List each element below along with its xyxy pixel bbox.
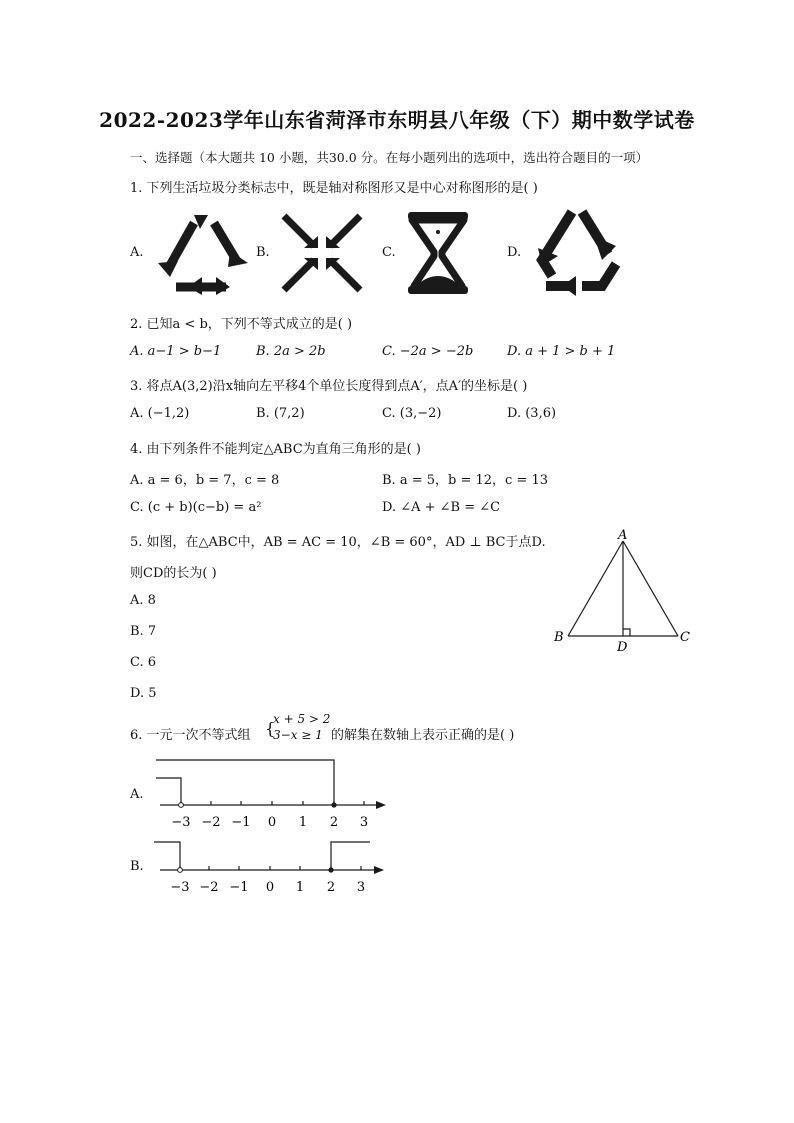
tick-label: 2 bbox=[329, 815, 339, 830]
q6-stem-pre: 6. 一元一次不等式组 bbox=[130, 728, 251, 743]
q4-stem: 4. 由下列条件不能判定△ABC为直角三角形的是( ) bbox=[130, 442, 421, 457]
page-title: 2022-2023学年山东省菏泽市东明县八年级（下）期中数学试卷 bbox=[99, 108, 695, 132]
q5-option-a: A. 8 bbox=[130, 593, 156, 608]
q1-label-c: C. bbox=[382, 245, 396, 260]
q2-option-d: D. a + 1 > b + 1 bbox=[507, 344, 616, 359]
tick-label: 2 bbox=[326, 880, 336, 895]
q4-option-b: B. a = 5，b = 12，c = 13 bbox=[382, 473, 548, 488]
q4-option-d: D. ∠A + ∠B = ∠C bbox=[382, 500, 501, 515]
number-line-b bbox=[150, 836, 390, 896]
q3-stem: 3. 将点A(3,2)沿x轴向左平移4个单位长度得到点A′，点A′的坐标是( ) bbox=[130, 379, 528, 394]
q1-label-d: D. bbox=[507, 245, 522, 260]
q4-option-c: C. (c + b)(c−b) = a² bbox=[130, 500, 262, 515]
point-d-label: D bbox=[617, 640, 628, 654]
system-line-1: x + 5 > 2 bbox=[273, 712, 331, 726]
q5-option-d: D. 5 bbox=[130, 686, 157, 701]
tick-label: 1 bbox=[295, 880, 305, 895]
tick-label: −3 bbox=[170, 880, 190, 895]
recycle-triangle-icon bbox=[156, 211, 252, 295]
q5-option-c: C. 6 bbox=[130, 655, 157, 670]
q1-label-a: A. bbox=[130, 245, 144, 260]
tick-label: 3 bbox=[359, 815, 369, 830]
q3-option-d: D. (3,6) bbox=[507, 406, 557, 421]
tick-label: −3 bbox=[171, 815, 191, 830]
tick-label: −2 bbox=[201, 815, 221, 830]
q1-stem: 1. 下列生活垃圾分类标志中，既是轴对称图形又是中心对称图形的是( ) bbox=[130, 181, 538, 196]
triangle-abc-figure bbox=[552, 526, 694, 654]
q2-option-a: A. a−1 > b−1 bbox=[130, 344, 222, 359]
tick-label: −2 bbox=[199, 880, 219, 895]
recycle-arrows-icon bbox=[532, 204, 622, 300]
q5-stem: 5. 如图，在△ABC中，AB = AC = 10，∠B = 60°，AD ⊥ BC于点D. bbox=[130, 535, 546, 550]
vertex-a-label: A bbox=[618, 528, 628, 543]
hourglass-flask-icon bbox=[406, 210, 470, 296]
q2-option-b: B. 2a > 2b bbox=[256, 344, 326, 359]
system-brace: { bbox=[265, 719, 276, 738]
vertex-b-label: B bbox=[554, 630, 564, 645]
q3-option-c: C. (3,−2) bbox=[382, 406, 442, 421]
tick-label: 0 bbox=[267, 815, 277, 830]
q5-stem-continued: 则CD的长为( ) bbox=[130, 566, 217, 581]
q3-option-a: A. (−1,2) bbox=[130, 406, 190, 421]
q6-label-a: A. bbox=[130, 787, 144, 802]
tick-label: 3 bbox=[356, 880, 366, 895]
vertex-c-label: C bbox=[680, 630, 690, 645]
q6-label-b: B. bbox=[130, 859, 144, 874]
tick-label: 1 bbox=[298, 815, 308, 830]
system-line-2: 3−x ≥ 1 bbox=[273, 728, 323, 742]
q6-stem-post: 的解集在数轴上表示正确的是( ) bbox=[331, 728, 515, 743]
number-line-a bbox=[150, 755, 390, 831]
q1-label-b: B. bbox=[256, 245, 270, 260]
section-heading: 一、选择题（本大题共 10 小题，共30.0 分。在每小题列出的选项中，选出符合题目的一项） bbox=[130, 150, 649, 165]
q4-option-a: A. a = 6，b = 7，c = 8 bbox=[130, 473, 280, 488]
q2-option-c: C. −2a > −2b bbox=[382, 344, 474, 359]
q5-option-b: B. 7 bbox=[130, 624, 157, 639]
tick-label: 0 bbox=[265, 880, 275, 895]
tick-label: −1 bbox=[229, 880, 249, 895]
q3-option-b: B. (7,2) bbox=[256, 406, 305, 421]
inward-arrows-icon bbox=[280, 212, 364, 294]
tick-label: −1 bbox=[231, 815, 251, 830]
q2-stem: 2. 已知a < b，下列不等式成立的是( ) bbox=[130, 317, 353, 332]
